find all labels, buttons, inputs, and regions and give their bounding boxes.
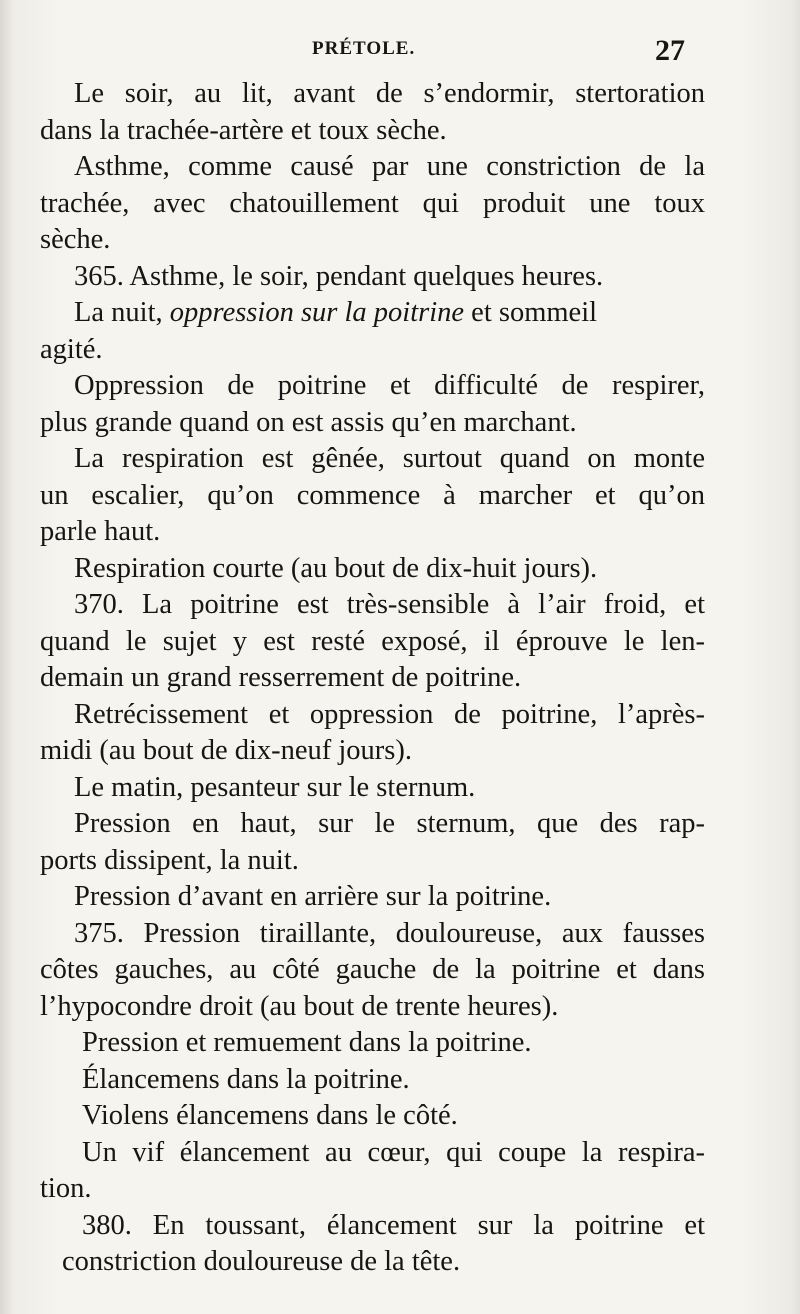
text-line: 365. Asthme, le soir, pendant quelques heures. [74,260,604,292]
text-line [40,295,705,332]
text-line: Pression et remuement dans la poitrine. [82,1027,532,1058]
text-line: tion. [40,1173,92,1204]
text-line: l’hypocondre droit (au bout de trente heures). [40,990,559,1022]
body-text [40,76,705,1281]
text-line: Respiration courte (au bout de dix-huit jours). [74,552,598,584]
text-line: Pression en haut, sur le sternum, que des rap- [74,808,705,839]
text-line: constriction douloureuse de la tête. [62,1246,461,1277]
text-line: Un vif élancement au cœur, qui coupe la respira- [82,1136,705,1168]
text-fragment: La nuit, [74,297,163,328]
text-line: Le matin, pesanteur sur le sternum. [74,771,476,803]
text-line: quand le sujet y est resté exposé, il éprouve le len- [40,625,705,657]
text-line: dans la trachée-artère et toux sèche. [40,114,447,146]
text-line: plus grande quand on est assis qu’en marchant. [40,406,577,438]
text-line: Le soir, au lit, avant de s’endormir, stertoration [74,78,705,109]
page-header [0,34,800,74]
text-line: La respiration est gênée, surtout quand on monte [74,443,705,474]
text-line: parle haut. [40,516,161,547]
text-line: Oppression de poitrine et difficulté de respirer, [74,370,705,401]
text-line: Asthme, comme causé par une constriction de la [74,151,705,182]
emphasis-text: oppression sur la poitrine [169,297,465,328]
text-line: 380. En toussant, élancement sur la poitrine et [82,1209,705,1241]
page-number: 27 [655,34,685,67]
text-line: trachée, avec chatouillement qui produit une toux [40,187,705,219]
text-line: 375. Pression tiraillante, douloureuse, aux fausses [74,917,705,949]
text-line: Retrécissement et oppression de poitrine, l’après- [74,698,705,730]
text-line: Violens élancemens dans le côté. [82,1100,458,1131]
text-line: Pression d’avant en arrière sur la poitrine. [74,881,552,912]
text-line: côtes gauches, au côté gauche de la poitrine et dans [40,954,705,985]
text-fragment: et sommeil [471,297,598,328]
text-line: ports dissipent, la nuit. [40,844,299,876]
text-line: un escalier, qu’on commence à marcher et qu’on [40,479,705,511]
text-line: Élancemens dans la poitrine. [82,1063,410,1095]
text-line: sèche. [40,224,111,255]
text-line: midi (au bout de dix-neuf jours). [40,735,413,766]
text-line: 370. La poitrine est très-sensible à l’air froid, et [74,589,705,620]
text-line: agité. [40,333,103,365]
running-title: PRÉTOLE. [312,38,416,59]
text-line: demain un grand resserrement de poitrine. [40,662,522,693]
